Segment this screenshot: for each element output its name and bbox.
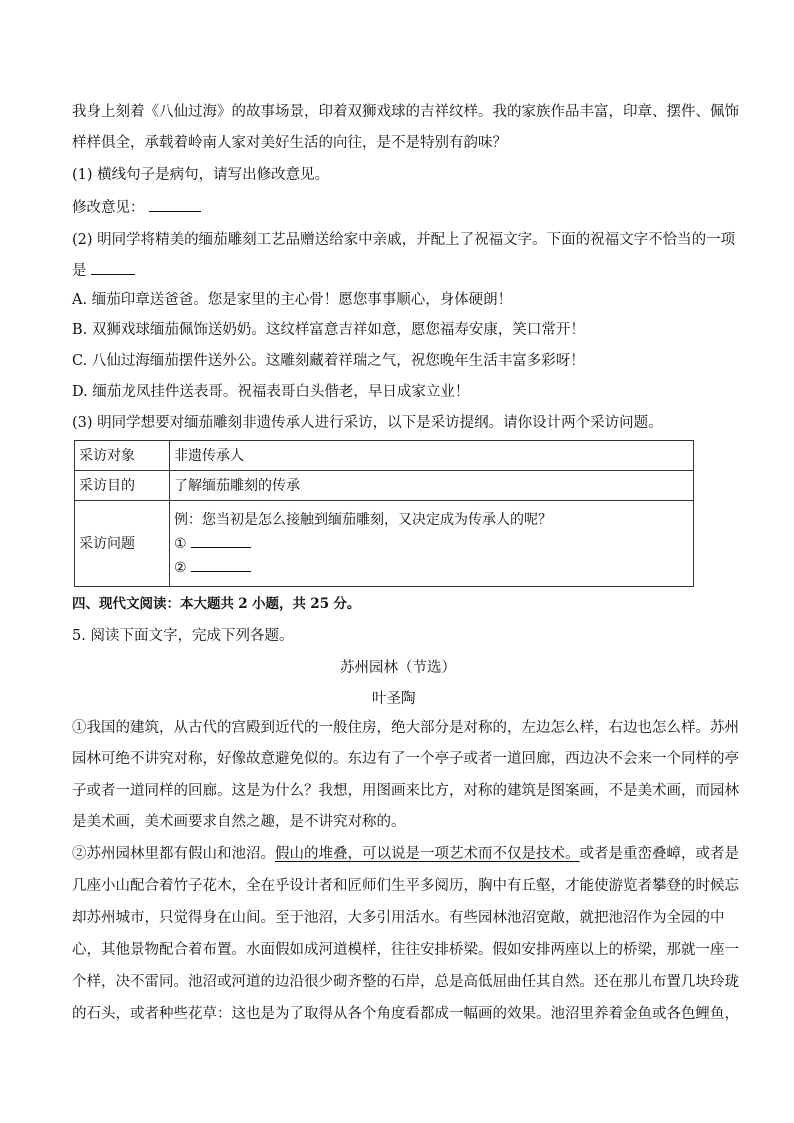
question-2-tail (72, 260, 135, 281)
paragraph-line: 几座小山配合着竹子花木，全在乎设计者和匠师们生平多阅历，胸中有丘壑，才能使游览者攀登的时候忘 (72, 878, 739, 894)
section-heading-bold: 四、现代文阅读： (72, 596, 180, 612)
paragraph-line: 却苏州城市，只觉得身在山间。至于池沼，大多引用活水。有些园林池沼宽敞，就把池沼作为全园的中 (72, 910, 725, 926)
table-value: 了解缅茄雕刻的传承 (170, 471, 694, 501)
paragraph-line (72, 844, 739, 864)
option-a: A. 缅茄印章送爸爸。您是家里的主心骨！愿您事事顺心，身体硬朗！ (72, 292, 513, 308)
table-row (75, 441, 694, 471)
underlined-sentence: 假山的堆叠，可以说是一项艺术而不仅是技术。 (275, 846, 580, 862)
paragraph-line: 个样，决不雷同。池沼或河道的边沿很少砌齐整的石岸，总是高低屈曲任其自然。还在那儿布置几块玲珑 (72, 974, 739, 990)
question-2-tail-text: 是 (72, 263, 87, 279)
paragraph-text: 或者是重峦叠嶂，或者是 (579, 846, 739, 862)
option-b: B. 双狮戏球缅茄佩饰送奶奶。这纹样富意吉祥如意，愿您福寿安康，笑口常开！ (72, 322, 585, 338)
table-value (170, 501, 694, 587)
answer-line-1 (72, 197, 201, 218)
answer-blank[interactable] (191, 557, 251, 572)
answer-blank[interactable] (91, 260, 135, 275)
table-key: 采访目的 (75, 471, 170, 501)
answer-blank[interactable] (149, 197, 201, 212)
question-1: (1) 横线句子是病句，请写出修改意见。 (72, 167, 330, 183)
paragraph-text: ②苏州园林里都有假山和池沼。 (72, 846, 275, 862)
option-c: C. 八仙过海缅茄摆件送外公。这雕刻藏着祥瑞之气，祝您晚年生活丰富多彩呀！ (72, 353, 585, 369)
paragraph-line: 的石头，或者种些花草：这也是为了取得从各个角度看都成一幅画的效果。池沼里养着金鱼或各色鲤鱼， (72, 1006, 739, 1022)
table-row (75, 471, 694, 501)
interview-table (74, 440, 694, 587)
text-line: 样样俱全，承载着岭南人家对美好生活的向往，是不是特别有韵味？ (72, 135, 507, 151)
question-slot-2 (174, 556, 689, 580)
table-value: 非遗传承人 (170, 441, 694, 471)
paragraph-line: 子或者一道同样的回廊。这是为什么？我想，用图画来比方，对称的建筑是图案画，不是美术画，而园林 (72, 783, 739, 799)
section-heading (72, 594, 360, 614)
circled-one: ① (174, 535, 187, 552)
table-key: 采访对象 (75, 441, 170, 471)
article-author: 叶圣陶 (372, 691, 416, 707)
example-question: 例：您当初是怎么接触到缅茄雕刻，又决定成为传承人的呢？ (174, 511, 552, 528)
paragraph-line: 是美术画，美术画要求自然之趣，是不讲究对称的。 (72, 814, 406, 830)
question-count: 2 (238, 596, 248, 612)
table-row (75, 501, 694, 587)
question-3: (3) 明同学想要对缅茄雕刻非遗传承人进行采访，以下是采访提纲。请你设计两个采访问题。 (72, 415, 663, 431)
paragraph-line: 心，其他景物配合着布置。水面假如成河道模样，往往安排桥梁。假如安排两座以上的桥梁，那就一座一 (72, 942, 739, 958)
answer-label: 修改意见： (72, 200, 145, 216)
option-d: D. 缅茄龙凤挂件送表哥。祝福表哥白头偕老，早日成家立业！ (72, 384, 470, 400)
question-5: 5. 阅读下面文字，完成下列各题。 (72, 628, 294, 644)
paragraph-line: ①我国的建筑，从古代的宫殿到近代的一般住房，绝大部分是对称的，左边怎么样，右边也怎么样。苏州 (72, 720, 739, 736)
answer-blank[interactable] (191, 533, 251, 548)
section-heading-text: 本大题共 (180, 596, 234, 612)
section-heading-text: 分。 (333, 596, 361, 612)
score-count: 25 (310, 596, 330, 612)
text-line: 我身上刻着《八仙过海》的故事场景，印着双狮戏球的吉祥纹样。我的家族作品丰富，印章、摆件、佩饰 (72, 104, 739, 120)
article-title: 苏州园林（节选） (340, 660, 456, 676)
section-heading-text: 小题，共 (252, 596, 306, 612)
table-key: 采访问题 (75, 501, 170, 587)
question-slot-1 (174, 532, 689, 556)
question-2: (2) 明同学将精美的缅茄雕刻工艺品赠送给家中亲戚，并配上了祝福文字。下面的祝福文字不恰当的一项 (72, 232, 736, 248)
circled-two: ② (174, 559, 187, 576)
paragraph-line: 园林可绝不讲究对称，好像故意避免似的。东边有了一个亭子或者一道回廊，西边决不会来一个同样的亭 (72, 751, 739, 767)
